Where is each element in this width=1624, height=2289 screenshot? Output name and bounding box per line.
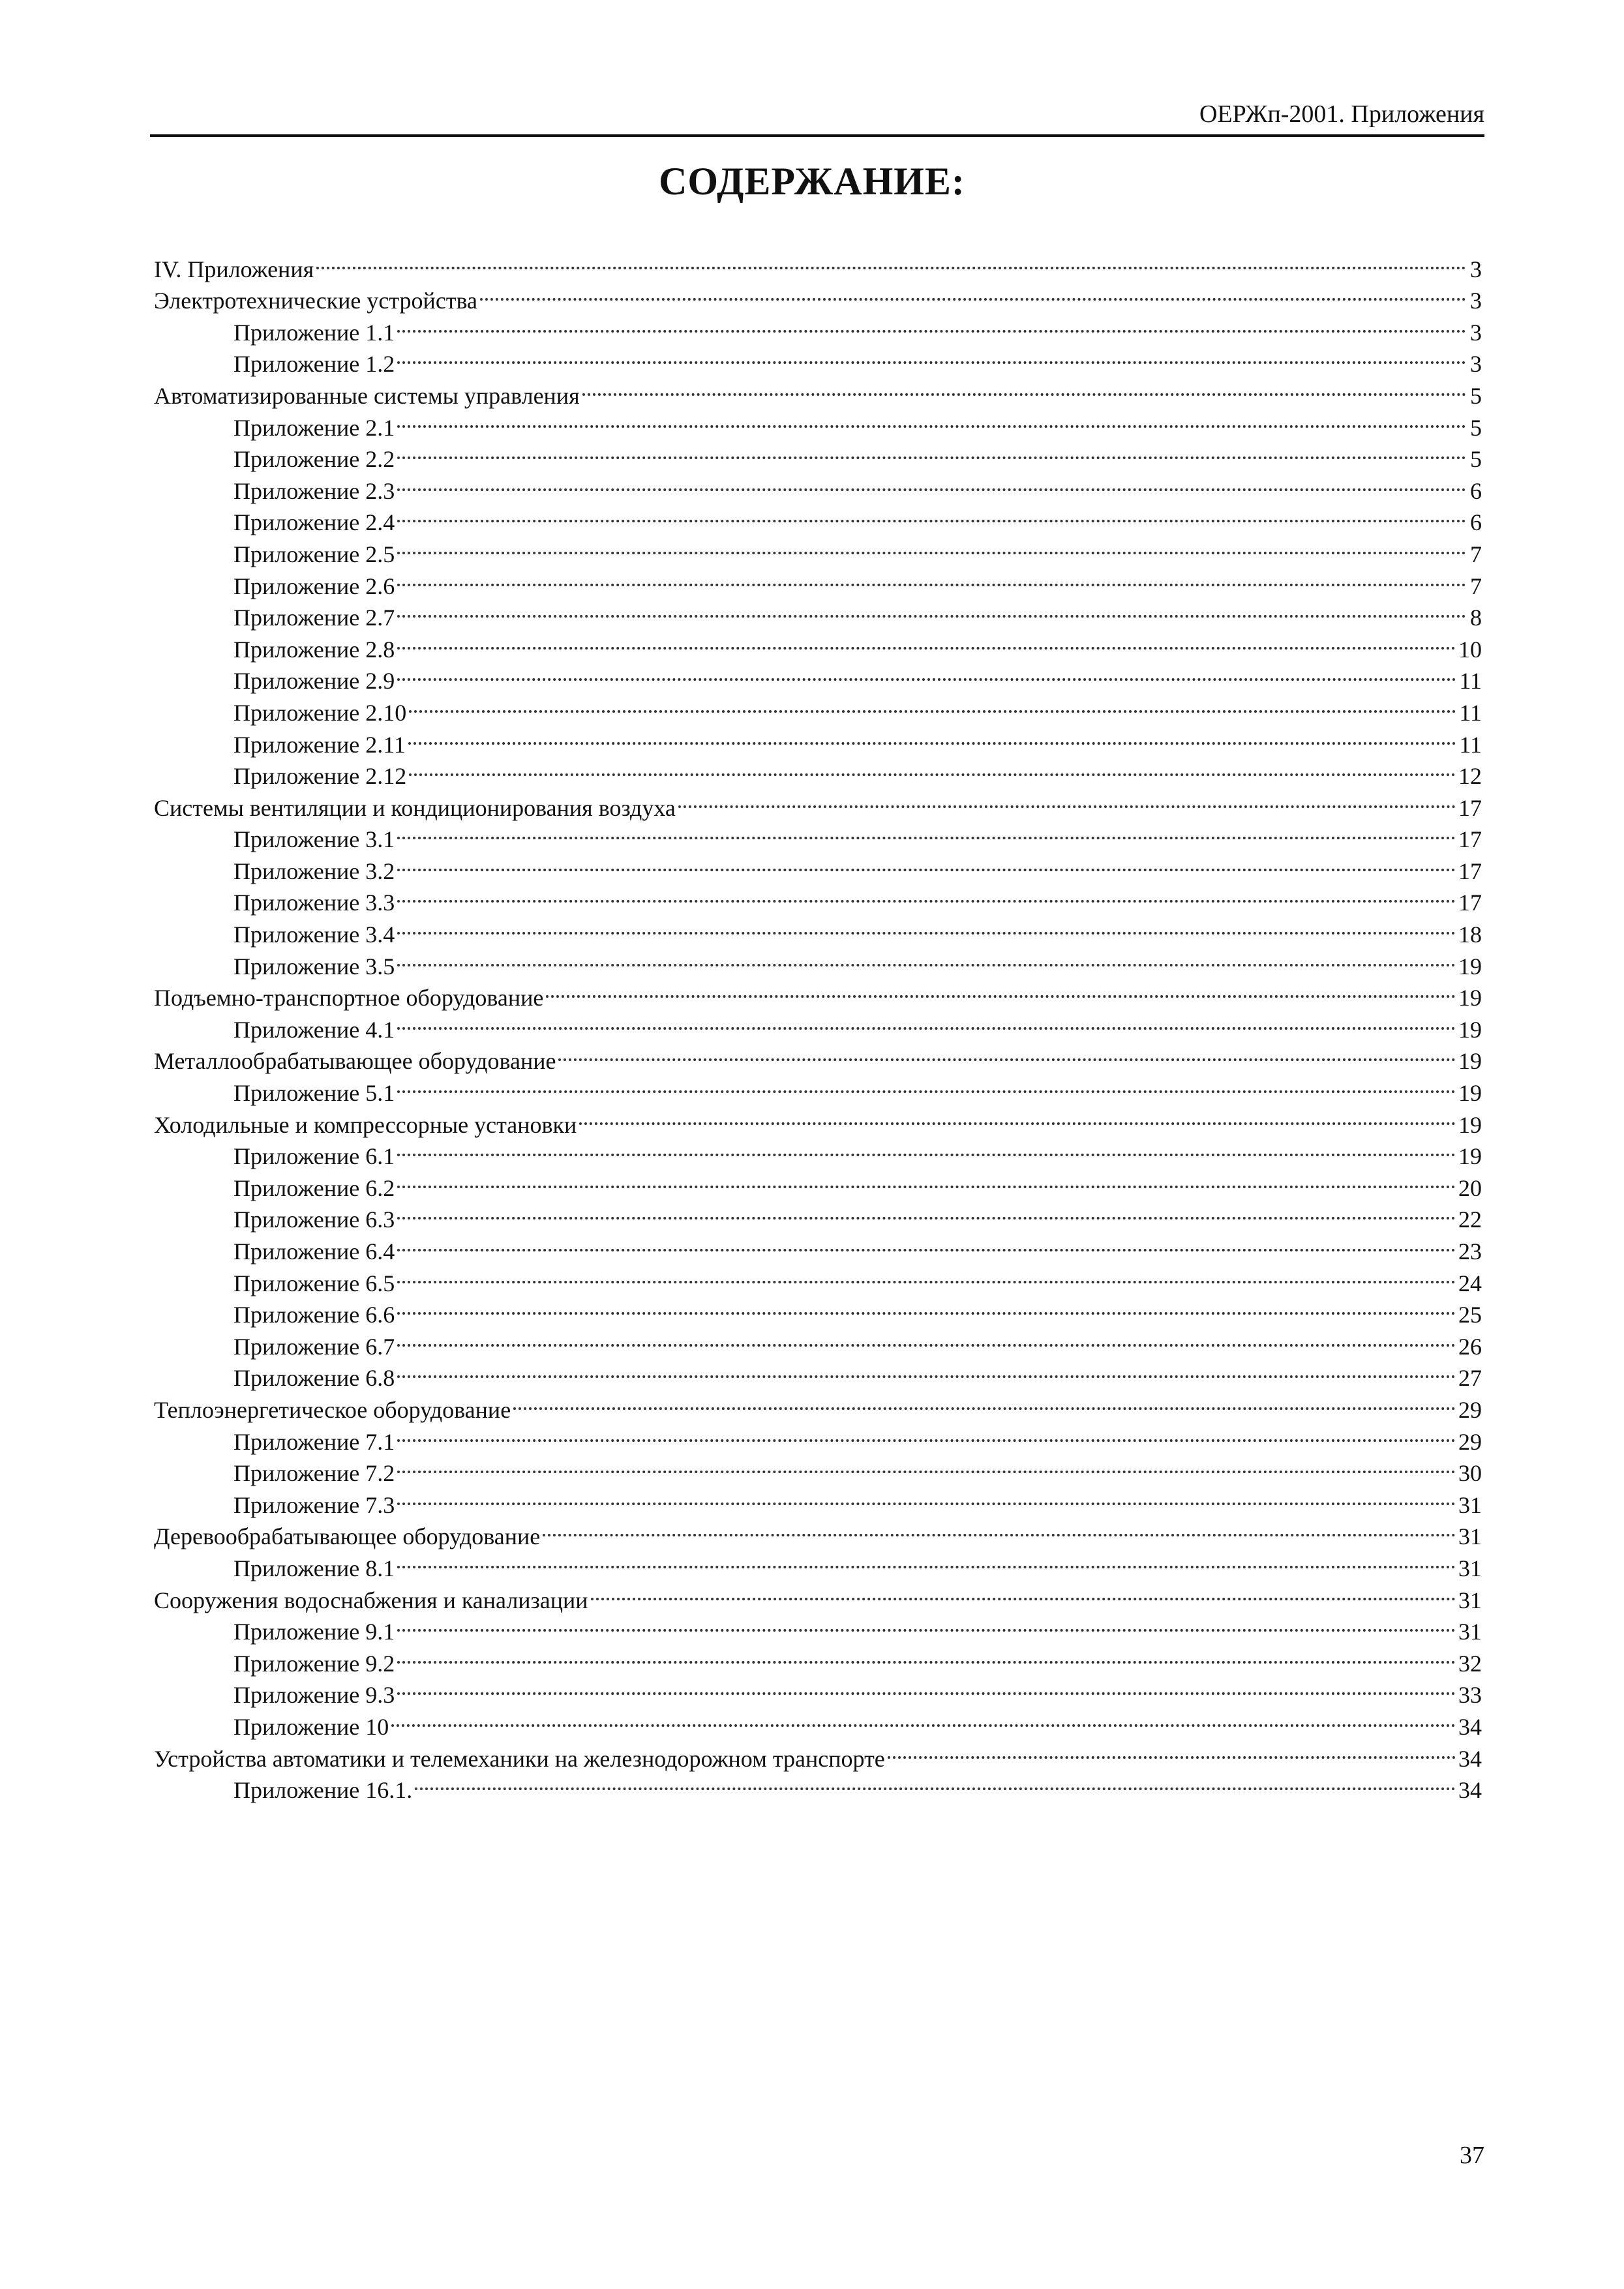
toc-entry-label: Устройства автоматики и телемеханики на железнодорожном транспорте [154,1745,885,1772]
toc-entry-label: Приложение 6.6 [233,1302,395,1328]
toc-dot-leader [397,1133,1456,1165]
toc-dot-leader [543,1513,1456,1545]
toc-entry-label: Приложение 6.5 [233,1270,395,1296]
toc-entry-label: Приложение 9.1 [233,1619,395,1645]
toc-entry-label: Приложение 6.8 [233,1365,395,1392]
toc-dot-leader [397,499,1466,531]
toc-dot-leader [415,1767,1456,1799]
toc-page-number: 19 [1458,1080,1482,1107]
toc-dot-leader [391,1703,1456,1735]
toc-page-number: 3 [1470,351,1482,378]
toc-entry-label: Приложение 2.2 [233,446,395,473]
toc-dot-leader [397,1323,1456,1354]
toc-dot-leader [409,689,1456,721]
toc-dot-leader [397,1544,1456,1576]
toc-dot-leader [397,816,1456,848]
toc-dot-leader [888,1735,1456,1767]
toc-dot-leader [579,1101,1456,1133]
toc-page-number: 17 [1458,826,1482,853]
toc-page-number: 20 [1458,1174,1482,1201]
toc-entry-label: Приложение 2.6 [233,573,395,599]
toc-entry-label: Приложение 2.8 [233,636,395,663]
toc-entry-label: Приложение 1.2 [233,351,395,378]
toc-page-number: 6 [1470,477,1482,504]
toc-entry-label: Холодильные и компрессорные установки [154,1111,577,1138]
toc-entry-label: Металлообрабатывающее оборудование [154,1048,556,1075]
toc-entry-label: Приложение 16.1. [233,1777,413,1804]
toc-entry-label: Автоматизированные системы управления [154,382,580,409]
toc-page-number: 23 [1458,1238,1482,1264]
toc-entry-label: Приложение 7.2 [233,1460,395,1487]
toc-page-number: 34 [1458,1777,1482,1804]
toc-page-number: 8 [1470,605,1482,631]
toc-dot-leader [397,1450,1456,1482]
toc-dot-leader [397,657,1456,689]
toc-entry-label: Приложение 1.1 [233,319,395,346]
toc-page-number: 19 [1458,1016,1482,1043]
toc-page-number: 19 [1458,985,1482,1011]
toc-entry-label: Приложение 6.1 [233,1143,395,1170]
toc-page-number: 31 [1458,1523,1482,1550]
toc-page-number: 24 [1458,1270,1482,1296]
toc-entry-label: Приложение 2.10 [233,699,407,726]
toc-dot-leader [397,436,1466,468]
toc-page-number: 19 [1458,1048,1482,1075]
toc-entry-label: Приложение 2.12 [233,763,407,790]
toc-dot-leader [397,1259,1456,1291]
toc-page-number: 31 [1458,1619,1482,1645]
toc-entry-label: Приложение 2.11 [233,731,406,758]
toc-entry-label: Приложение 7.1 [233,1428,395,1455]
toc-page-number: 7 [1470,541,1482,567]
toc-page-number: 19 [1458,1111,1482,1138]
toc-page-number: 5 [1470,414,1482,441]
toc-entry-label: Приложение 9.2 [233,1650,395,1677]
toc-dot-leader [546,974,1456,1006]
toc-page-number: 30 [1458,1460,1482,1487]
toc-dot-leader [408,721,1456,753]
toc-dot-leader [397,625,1456,657]
toc-entry-label: Приложение 6.2 [233,1174,395,1201]
toc-page-number: 19 [1458,1143,1482,1170]
toc-page-number: 29 [1458,1396,1482,1423]
toc-entry-label: Приложение 2.9 [233,668,395,695]
toc-page-number: 3 [1470,319,1482,346]
toc-page-number: 33 [1458,1682,1482,1709]
toc-page-number: 7 [1470,573,1482,599]
toc-dot-leader [397,1418,1456,1450]
toc-dot-leader [397,1196,1456,1228]
toc-page-number: 17 [1458,858,1482,884]
toc-page-number: 3 [1470,288,1482,314]
toc-entry-label: Приложение 2.5 [233,541,395,567]
toc-page-number: 18 [1458,921,1482,948]
toc-dot-leader [397,530,1466,562]
toc-dot-leader [397,1671,1456,1703]
toc-dot-leader [409,753,1456,785]
toc-dot-leader [397,879,1456,911]
page-number: 37 [1460,2142,1484,2169]
toc-entry-label: Приложение 3.5 [233,953,395,980]
toc-page-number: 22 [1458,1206,1482,1233]
toc-page-number: 29 [1458,1428,1482,1455]
toc-dot-leader [591,1576,1456,1608]
toc-dot-leader [397,1006,1456,1038]
toc-dot-leader [397,1227,1456,1259]
toc-page-number: 10 [1458,636,1482,663]
toc-entry-label: Приложение 4.1 [233,1016,395,1043]
toc-dot-leader [397,1069,1456,1101]
table-of-contents [154,245,1482,1804]
toc-dot-leader [397,1164,1456,1196]
toc-page-number: 34 [1458,1745,1482,1772]
toc-page-number: 19 [1458,953,1482,980]
toc-entry-label: Приложение 2.7 [233,605,395,631]
toc-entry-label: Приложение 3.1 [233,826,395,853]
toc-entry-label: Приложение 2.4 [233,509,395,536]
toc-page-number: 11 [1459,668,1482,695]
toc-entry-label: Приложение 8.1 [233,1555,395,1581]
toc-page-number: 17 [1458,890,1482,916]
toc-page-number: 27 [1458,1365,1482,1392]
document-title: СОДЕРЖАНИЕ: [659,160,965,203]
toc-dot-leader [558,1038,1456,1070]
toc-entry-label: Приложение 3.4 [233,921,395,948]
toc-page-number: 17 [1458,794,1482,821]
toc-dot-leader [397,1354,1456,1386]
toc-page-number: 11 [1459,731,1482,758]
toc-page-number: 5 [1470,382,1482,409]
toc-entry-label: Приложение 6.7 [233,1333,395,1360]
toc-dot-leader [397,308,1466,340]
toc-dot-leader [582,372,1466,404]
toc-dot-leader [397,467,1466,499]
toc-entry-label: Приложение 3.2 [233,858,395,884]
toc-page-number: 5 [1470,446,1482,473]
toc-page-number: 11 [1459,699,1482,726]
toc-dot-leader [397,942,1456,974]
running-title: ОЕРЖп-2001. Приложения [1199,100,1484,128]
toc-entry-label: Приложение 5.1 [233,1080,395,1107]
toc-dot-leader [513,1386,1456,1418]
toc-page-number: 32 [1458,1650,1482,1677]
toc-page-number: 34 [1458,1713,1482,1740]
toc-dot-leader [480,277,1466,309]
page-header [150,98,1484,137]
toc-entry-label: Приложение 6.4 [233,1238,395,1264]
toc-dot-leader [397,1608,1456,1640]
toc-dot-leader [397,1639,1456,1671]
toc-dot-leader [397,1291,1456,1323]
toc-dot-leader [397,1481,1456,1513]
toc-entry-label: Приложение 3.3 [233,890,395,916]
toc-entry-label: Приложение 10 [233,1713,389,1740]
toc-entry-label: Приложение 6.3 [233,1206,395,1233]
toc-entry-label: Приложение 2.3 [233,477,395,504]
toc-page-number: 31 [1458,1491,1482,1518]
toc-entry-label: Подъемно-транспортное оборудование [154,985,544,1011]
toc-page-number: 26 [1458,1333,1482,1360]
toc-page-number: 31 [1458,1587,1482,1613]
toc-dot-leader [678,784,1456,816]
toc-entry-label: Теплоэнергетическое оборудование [154,1396,511,1423]
toc-dot-leader [397,594,1466,626]
toc-dot-leader [397,847,1456,879]
toc-entry-label: Приложение 9.3 [233,1682,395,1709]
toc-entry-label: IV. Приложения [154,256,314,282]
toc-page-number: 25 [1458,1302,1482,1328]
toc-dot-leader [397,340,1466,372]
toc-dot-leader [316,245,1466,277]
toc-entry-label: Приложение 2.1 [233,414,395,441]
toc-section[interactable] [154,277,1482,314]
toc-entry-label: Сооружения водоснабжения и канализации [154,1587,588,1613]
toc-section[interactable] [154,245,1482,282]
toc-dot-leader [397,404,1466,436]
toc-dot-leader [397,910,1456,942]
toc-page-number: 6 [1470,509,1482,536]
toc-page-number: 12 [1458,763,1482,790]
toc-entry-label: Электротехнические устройства [154,288,478,314]
toc-entry-label: Системы вентиляции и кондиционирования воздуха [154,794,676,821]
toc-page-number: 31 [1458,1555,1482,1581]
toc-entry-label: Приложение 7.3 [233,1491,395,1518]
toc-dot-leader [397,562,1466,594]
toc-entry-label: Деревообрабатывающее оборудование [154,1523,541,1550]
toc-page-number: 3 [1470,256,1482,282]
